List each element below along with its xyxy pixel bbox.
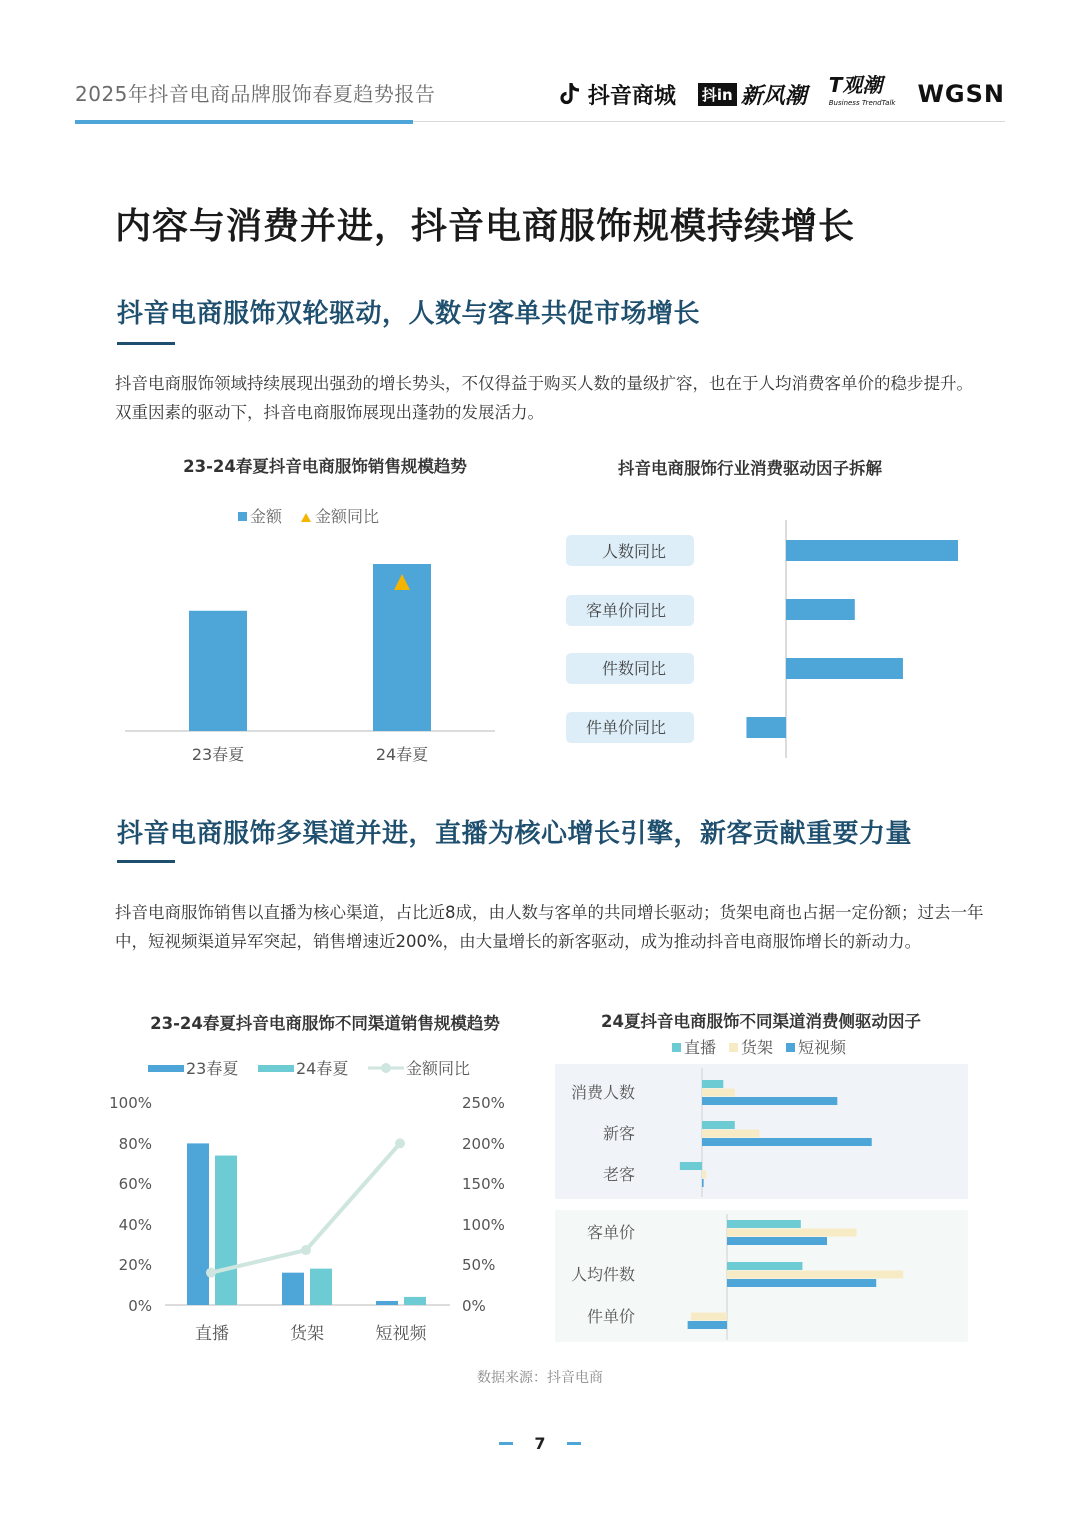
chart4-bar-新客-货架: [702, 1130, 759, 1138]
xinfengchao-logo: [698, 79, 807, 110]
chart4-label-0: 消费人数: [570, 1083, 635, 1102]
chart3-ytick-0: 100%: [109, 1094, 152, 1112]
chart4-label-5: 件单价: [586, 1307, 635, 1326]
chart3-xlabel-0: 直播: [195, 1324, 229, 1344]
chart4-legend-shelf: 货架: [741, 1038, 774, 1057]
chart1-legend-triangle-icon: [301, 513, 311, 522]
chart4-bar-客单价-短视频: [727, 1237, 827, 1245]
chart4-bar-老客-短视频: [702, 1179, 704, 1187]
chart3-legend-dot: [381, 1063, 391, 1073]
chart3-ticks: [109, 1094, 505, 1315]
chart4-legend-live: 直播: [684, 1038, 717, 1057]
chart4-bar-人均件数-货架: [727, 1271, 903, 1279]
chart2-bar-0: [786, 540, 958, 561]
chart3-legend-23: 23春夏: [186, 1059, 239, 1078]
chart3-y2tick-1: 200%: [462, 1135, 505, 1153]
trendtalk-subtext: Business TrendTalk: [828, 99, 896, 107]
chart3-y2tick-3: 100%: [462, 1216, 505, 1234]
chart4-legend-swatch-video: [786, 1043, 795, 1052]
chart4-bar-件单价-短视频: [688, 1321, 727, 1329]
chart4-label-3: 客单价: [586, 1223, 635, 1242]
chart1-svg: [100, 495, 520, 775]
chart1-xlabel-23: 23春夏: [191, 745, 245, 764]
chart1-legend-swatch-amount: [238, 512, 247, 521]
chart2-label-2: 件数同比: [601, 659, 667, 678]
chart1-legend-yoy: 金额同比: [315, 507, 380, 526]
section2-paragraph: 抖音电商服饰销售以直播为核心渠道，占比近8成，由人数与客单的共同增长驱动；货架电商也占据一定份额；过去一年中，短视频渠道异军突起，销售增速近200%，由大量增长的新客驱动，成为推动抖音电商服饰增长的新动力。: [115, 903, 984, 951]
chart3-svg: [100, 1050, 530, 1350]
chart3-bars: [187, 1143, 426, 1305]
chart2-bar-1: [786, 599, 855, 620]
chart4-bar-客单价-直播: [727, 1220, 801, 1228]
section2-title: 抖音电商服饰多渠道并进，直播为核心增长引擎，新客贡献重要力量: [117, 819, 913, 849]
chart4-bar-老客-直播: [680, 1162, 702, 1170]
chart4-legend-swatch-live: [672, 1043, 681, 1052]
chart3-legend-swatch-23: [148, 1065, 184, 1072]
chart2-label-0: 人数同比: [601, 542, 667, 561]
chart3-legend-24: 24春夏: [296, 1059, 349, 1078]
trendtalk-text: T观潮: [828, 73, 883, 97]
partner-logos: [560, 73, 1005, 112]
chart2-label-3: 件单价同比: [585, 718, 667, 737]
chart4-bar-人均件数-直播: [727, 1262, 802, 1270]
page-title: 内容与消费并进，抖音电商服饰规模持续增长: [115, 206, 856, 247]
chart3-ytick-1: 80%: [118, 1135, 152, 1153]
chart2-bar-2: [786, 658, 903, 679]
chart3-yoy-dot-货架: [301, 1245, 311, 1255]
section2-underline: [117, 860, 175, 863]
chart1-xlabel-24: 24春夏: [375, 745, 429, 764]
chart4-bar-人均件数-短视频: [727, 1279, 876, 1287]
chart2-title: 抖音电商服饰行业消费驱动因子拆解: [618, 459, 882, 478]
section1-underline: [117, 342, 175, 345]
chart4-legend-video: 短视频: [798, 1038, 847, 1057]
chart3-y2tick-4: 50%: [462, 1256, 496, 1274]
chart4-svg: [555, 1035, 969, 1347]
chart3-legend-swatch-24: [258, 1065, 294, 1072]
chart3-legend-yoy: 金额同比: [406, 1059, 471, 1078]
chart3-bar-24春夏-货架: [310, 1269, 332, 1305]
data-source: 数据来源：抖音电商: [477, 1370, 603, 1386]
chart3-yoy-dot-直播: [206, 1268, 216, 1278]
chart4-bar-老客-货架: [702, 1171, 706, 1179]
chart3-ytick-4: 20%: [118, 1256, 152, 1274]
chart4-bar-新客-直播: [702, 1121, 735, 1129]
chart4-label-1: 新客: [602, 1124, 635, 1143]
header-accent-bar: [75, 120, 413, 124]
chart3-y2tick-2: 150%: [462, 1175, 505, 1193]
chart1-bar-23: [189, 611, 247, 731]
chart1-title: 23-24春夏抖音电商服饰销售规模趋势: [183, 457, 467, 476]
chart3-bar-24春夏-短视频: [404, 1297, 426, 1305]
page-dash-right: [567, 1442, 581, 1445]
chart3-ytick-2: 60%: [118, 1175, 152, 1193]
chart4-bar-客单价-货架: [727, 1229, 857, 1237]
chart3-ytick-5: 0%: [128, 1297, 152, 1315]
chart2-label-1: 客单价同比: [585, 601, 667, 620]
chart2-svg: [560, 515, 980, 760]
chart4-bar-新客-短视频: [702, 1138, 872, 1146]
chart1-legend-amount: 金额: [250, 507, 283, 526]
section1-paragraph: 抖音电商服饰领域持续展现出强劲的增长势头，不仅得益于购买人数的量级扩容，也在于人均消费客单价的稳步提升。双重因素的驱动下，抖音电商服饰展现出蓬勃的发展活力。: [115, 374, 973, 422]
chart2-bar-3: [746, 717, 786, 738]
chart4-bar-消费人数-货架: [702, 1089, 735, 1097]
xinfengchao-box: 抖in: [698, 83, 737, 106]
chart4-bar-件单价-货架: [691, 1313, 727, 1321]
xinfengchao-text: 新风潮: [740, 83, 807, 109]
section1-title: 抖音电商服饰双轮驱动，人数与客单共促市场增长: [117, 299, 701, 329]
chart3-title: 23-24春夏抖音电商服饰不同渠道销售规模趋势: [150, 1014, 500, 1033]
chart4-label-2: 老客: [602, 1165, 635, 1184]
chart3-xlabel-2: 短视频: [375, 1324, 427, 1344]
report-title: 2025年抖音电商品牌服饰春夏趋势报告: [75, 82, 436, 106]
trendtalk-logo: [828, 73, 896, 112]
chart4-title: 24夏抖音电商服饰不同渠道消费侧驱动因子: [601, 1012, 921, 1031]
chart3-bar-24春夏-直播: [215, 1156, 237, 1305]
chart4-legend-swatch-shelf: [729, 1043, 738, 1052]
chart3-bar-23春夏-短视频: [376, 1301, 398, 1305]
douyin-mall-logo: [560, 79, 676, 110]
chart4-bar-消费人数-直播: [702, 1080, 723, 1088]
douyin-mall-text: 抖音商城: [587, 83, 676, 109]
chart3-bar-23春夏-直播: [187, 1143, 209, 1305]
chart4-bar-消费人数-短视频: [702, 1097, 837, 1105]
chart4-label-4: 人均件数: [570, 1265, 635, 1284]
chart3-ytick-3: 40%: [118, 1216, 152, 1234]
wgsn-logo: WGSN: [917, 80, 1005, 108]
douyin-note-icon: [560, 82, 582, 106]
chart3-y2tick-5: 0%: [462, 1297, 486, 1315]
chart3-y2tick-0: 250%: [462, 1094, 505, 1112]
chart3-yoy-dot-短视频: [395, 1138, 405, 1148]
chart3-xlabel-1: 货架: [290, 1324, 324, 1344]
chart3-bar-23春夏-货架: [282, 1273, 304, 1305]
page-number: 7: [534, 1434, 546, 1453]
